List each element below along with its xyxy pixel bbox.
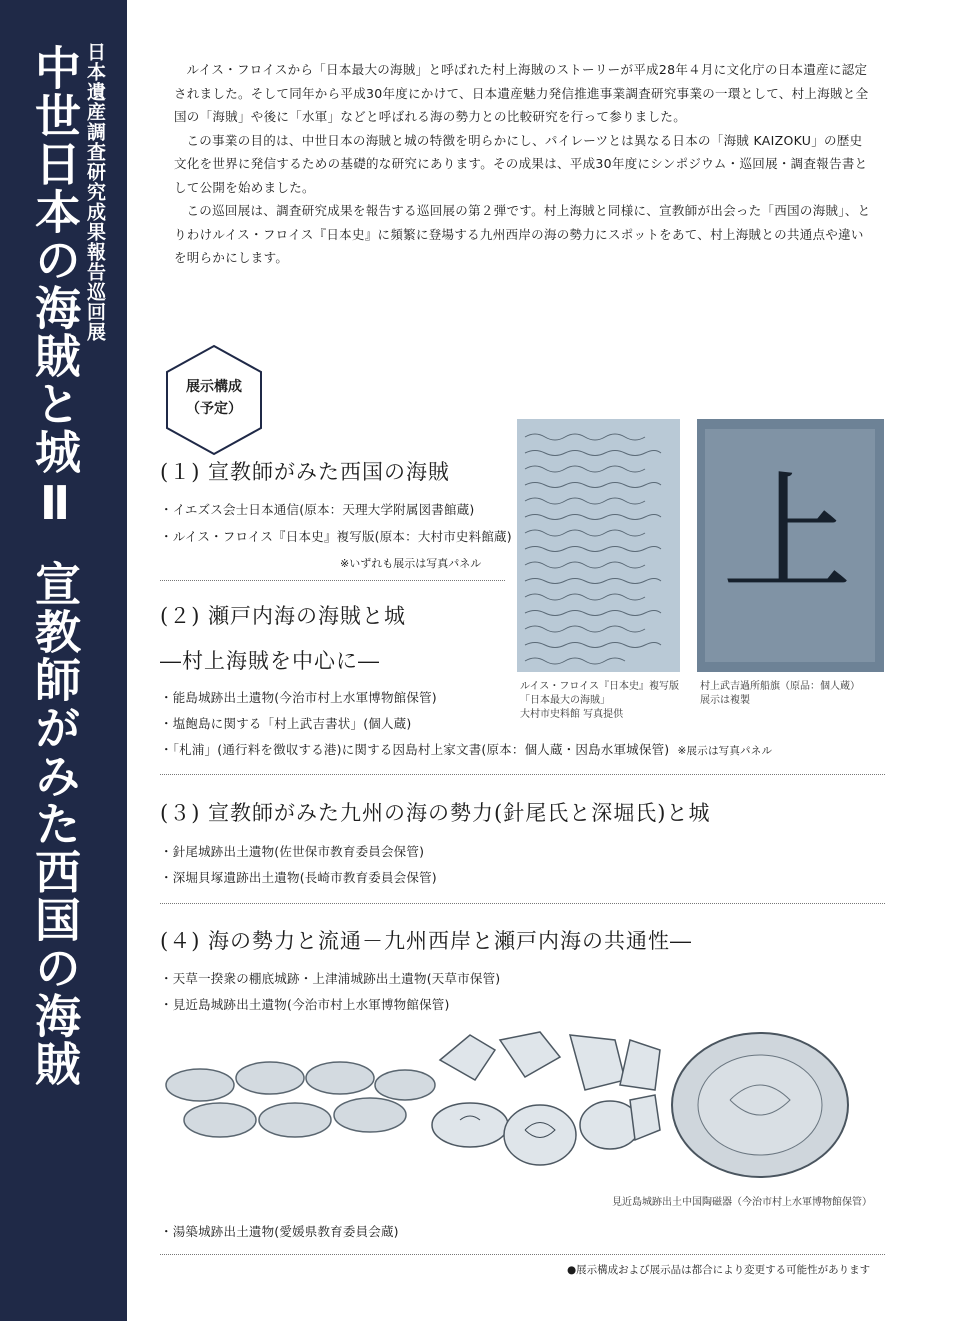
- exhibition-title: 中世日本の海賊と城Ⅱ: [28, 44, 82, 532]
- section-4-title: (４) 海の勢力と流通－九州西岸と瀬戸内海の共通性―: [160, 929, 693, 953]
- section-2-item: [160, 740, 772, 758]
- sidebar-banner: [0, 0, 127, 1321]
- badge-title: 展示構成: [186, 379, 242, 395]
- flag-character: 上: [721, 458, 852, 610]
- exhibition-title-secondary: 宣教師がみた西国の海賊: [28, 560, 82, 1088]
- flag-photo: [697, 419, 884, 672]
- section-3-item: ・深堀貝塚遺跡出土遺物(長崎市教育委員会保管): [160, 870, 437, 885]
- section-1-title: (１) 宣教師がみた西国の海賊: [160, 460, 451, 484]
- section-2-item-text: ・「札浦」(通行料を徴収する港)に関する因島村上家文書(原本：個人蔵・因島水軍城保管): [160, 742, 670, 757]
- section-2-item: ・能島城跡出土遺物(今治市村上水軍博物館保管): [160, 690, 437, 705]
- intro-paragraph: この事業の目的は、中世日本の海賊と城の特徴を明らかにし、パイレーツとは異なる日本の「海賊 KAIZOKU」の歴史文化を世界に発信するための基礎的な研究にあります。その成果は、平成30年度にシンポジウム・巡回展・調査報告書として公開を始めました。: [174, 132, 868, 195]
- caption-line: 村上武吉過所船旗（原品：個人蔵）: [700, 681, 860, 692]
- section-1-note: ※いずれも展示は写真パネル: [340, 557, 482, 570]
- section-1-item: ・イエズス会士日本通信(原本：天理大学附属図書館蔵): [160, 502, 475, 517]
- section-2-title: (２) 瀬戸内海の海賊と城: [160, 604, 407, 628]
- section-1-item: ・ルイス・フロイス『日本史』複写版(原本：大村市史料館蔵): [160, 529, 512, 544]
- divider: [160, 580, 505, 581]
- section-3-item: ・針尾城跡出土遺物(佐世保市教育委員会保管): [160, 844, 425, 859]
- ceramics-photo: [160, 1020, 860, 1190]
- flag-caption: [700, 680, 860, 708]
- exhibition-subtitle: 日本遺産調査研究成果報告巡回展: [84, 42, 106, 342]
- badge-subtitle: （予定）: [186, 401, 242, 417]
- intro-paragraph: この巡回展は、調査研究成果を報告する巡回展の第２弾です。村上海賊と同様に、宣教師が出会った「西国の海賊」、とりわけルイス・フロイス『日本史』に頻繁に登場する九州西岸の海の勢力にスポットをあて、村上海賊との共通点や違いを明らかにします。: [174, 203, 871, 265]
- caption-line: ルイス・フロイス『日本史』複写版: [520, 681, 679, 692]
- intro-paragraph: ルイス・フロイスから「日本最大の海賊」と呼ばれた村上海賊のストーリーが平成28年４月に文化庁の日本遺産に認定されました。そして同年から平成30年度にかけて、日本遺産魅力発信推進事業調査研究事業の一環として、村上海賊と全国の「海賊」や後に「水軍」などと呼ばれる海の勢力との比較研究を行って参りました。: [174, 62, 869, 124]
- section-2-item-note: ※展示は写真パネル: [677, 745, 773, 757]
- section-4-item: ・天草一揆衆の棚底城跡・上津浦城跡出土遺物(天草市保管): [160, 971, 501, 986]
- divider: [160, 903, 885, 904]
- caption-line: 展示は複製: [700, 695, 750, 706]
- ceramics-caption: 見近島城跡出土中国陶磁器（今治市村上水軍博物館保管）: [612, 1197, 872, 1208]
- section-3-title: (３) 宣教師がみた九州の海の勢力(針尾氏と深堀氏)と城: [160, 801, 711, 825]
- manuscript-photo: [517, 419, 680, 672]
- section-4-item: ・見近島城跡出土遺物(今治市村上水軍博物館保管): [160, 997, 450, 1012]
- section-2-subtitle: ―村上海賊を中心に―: [160, 649, 380, 673]
- caption-line: 大村市史料館 写真提供: [520, 709, 624, 720]
- divider: [160, 1254, 885, 1255]
- section-2-item: ・塩飽島に関する「村上武吉書状」(個人蔵): [160, 716, 412, 731]
- exhibit-structure-badge: [164, 344, 264, 456]
- manuscript-caption: [520, 680, 679, 722]
- divider: [160, 774, 885, 775]
- section-4-item: ・湯築城跡出土遺物(愛媛県教育委員会蔵): [160, 1224, 399, 1239]
- footer-note: ●展示構成および展示品は都合により変更する可能性があります: [567, 1264, 871, 1276]
- caption-line: 「日本最大の海賊」: [520, 695, 610, 706]
- intro-text: [174, 58, 874, 270]
